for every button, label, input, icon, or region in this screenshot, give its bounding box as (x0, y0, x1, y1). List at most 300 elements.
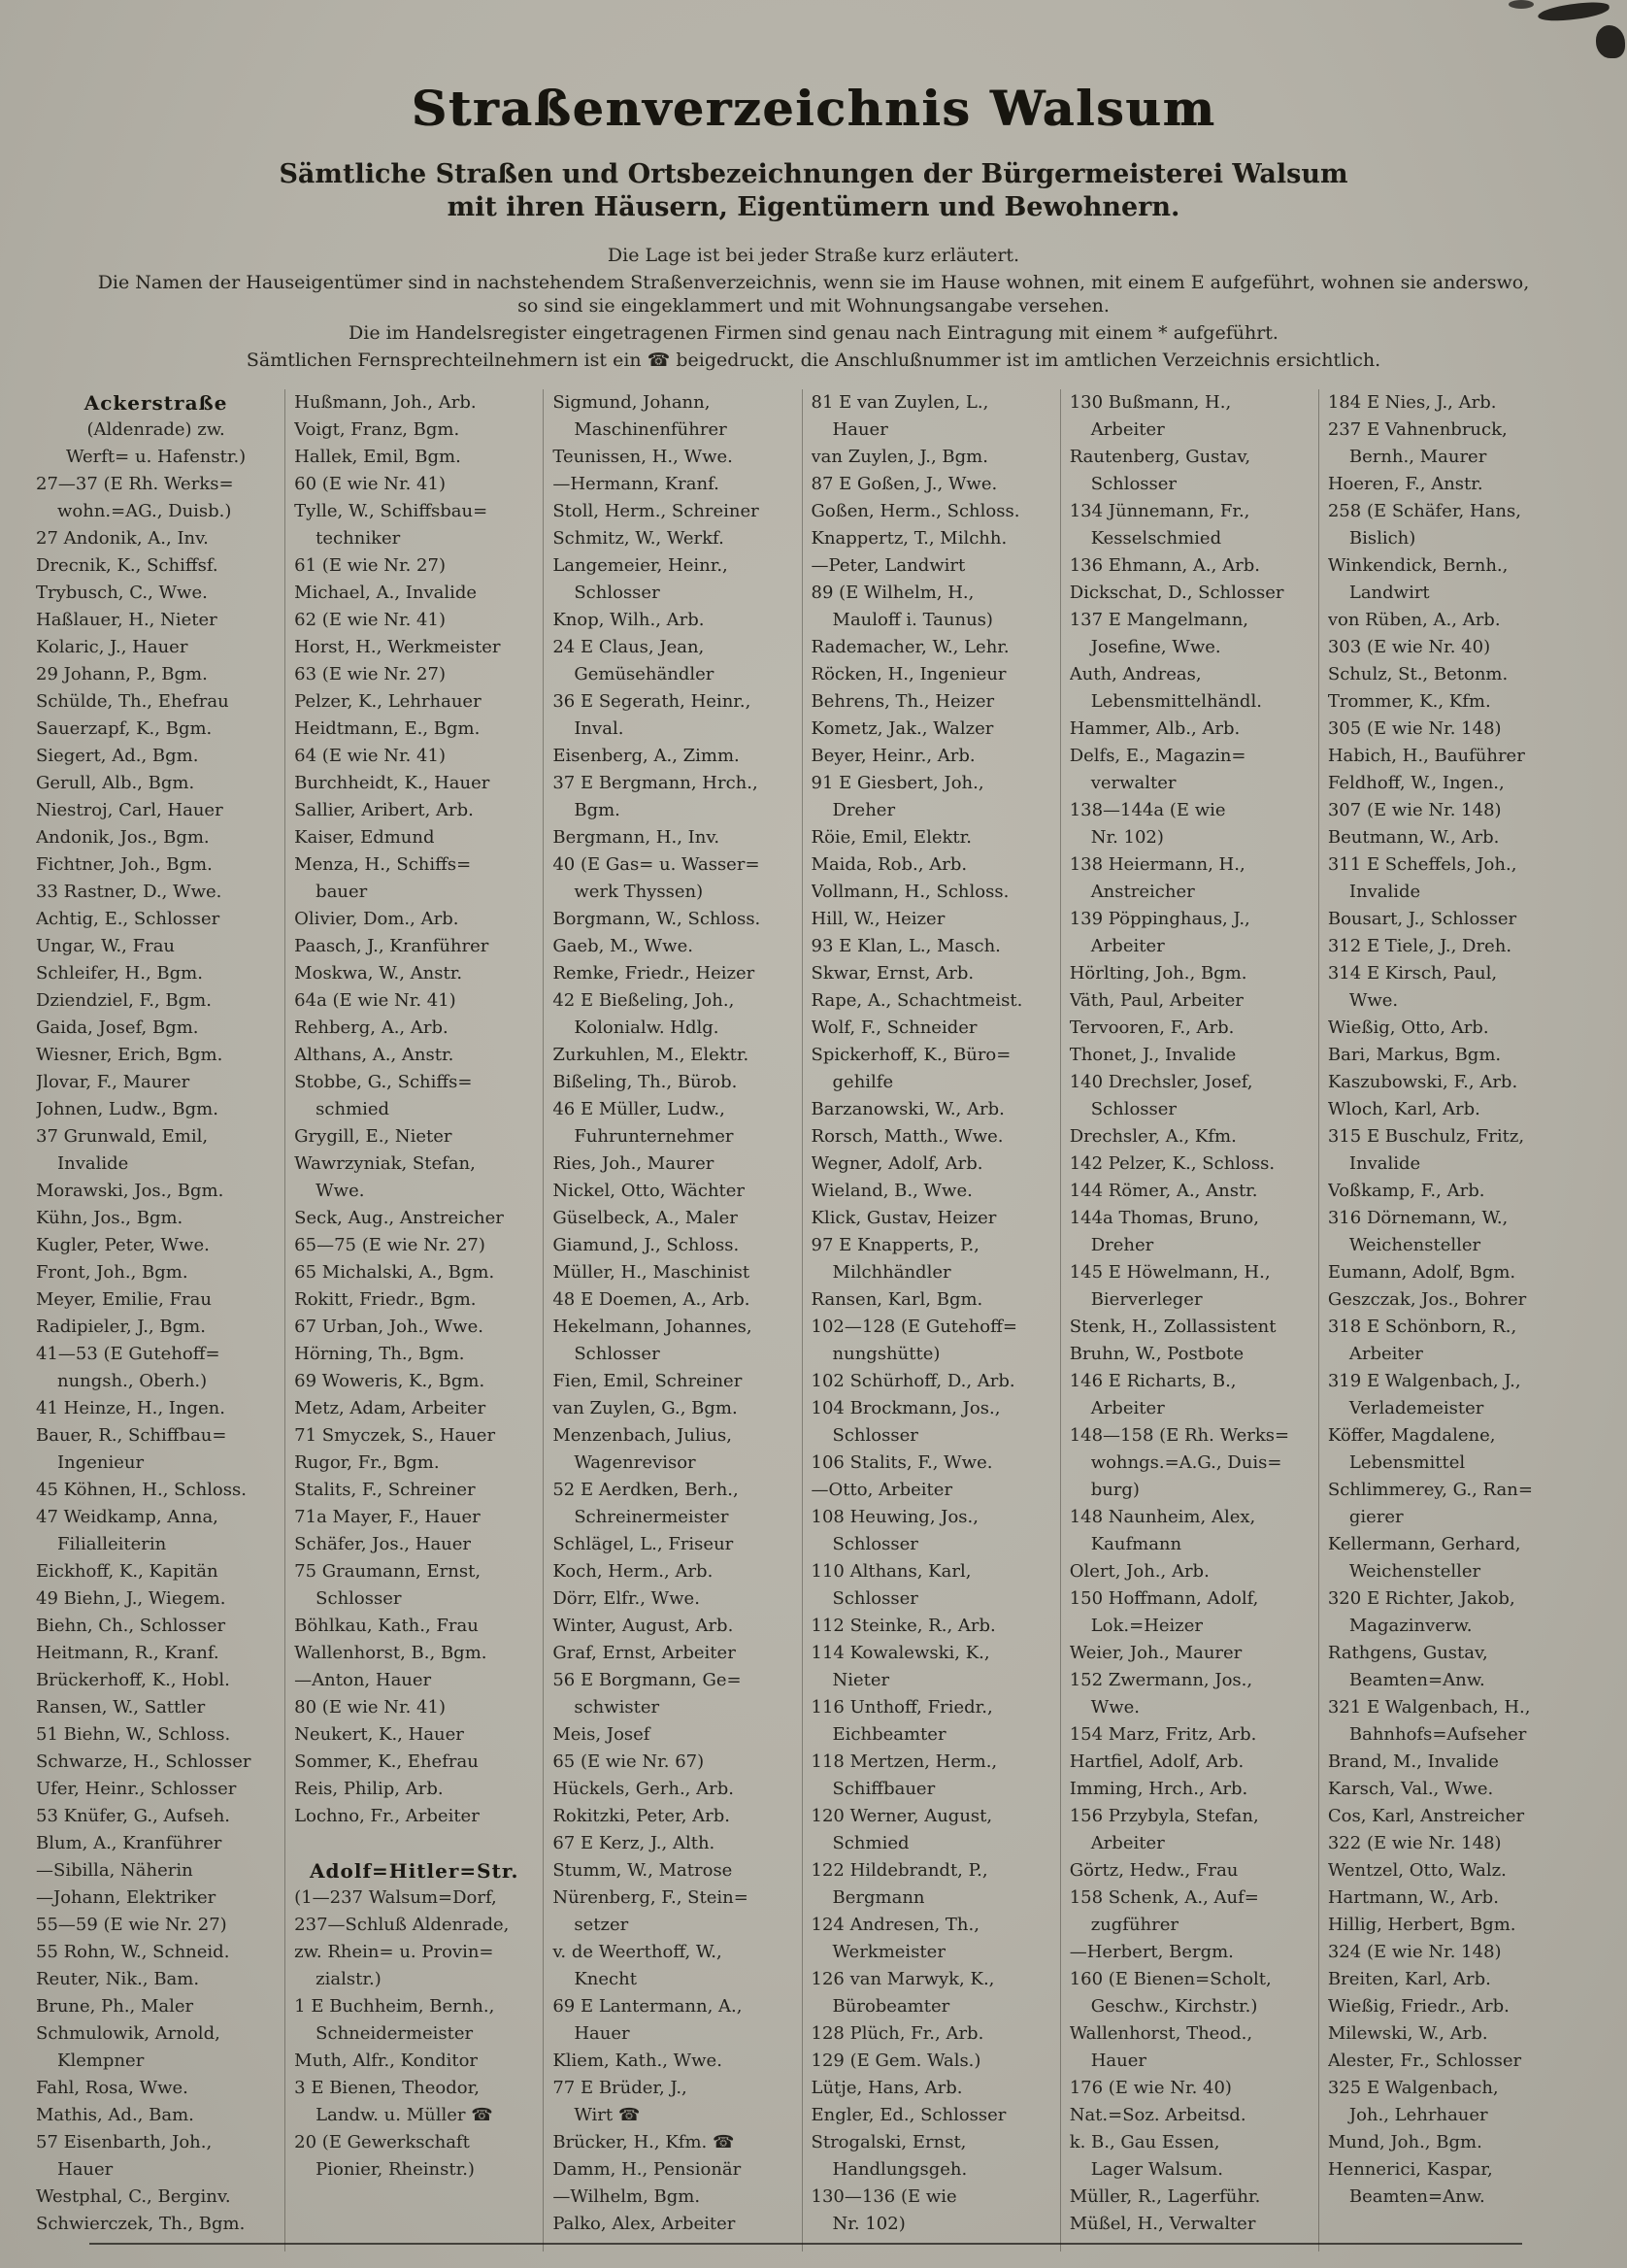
directory-line: Rokitt, Friedr., Bgm. (294, 1289, 477, 1310)
directory-line: 152 Zwermann, Jos., (1069, 1670, 1253, 1690)
directory-line: Schmulowik, Arnold, (36, 2023, 220, 2044)
directory-line: Joh., Lehrhauer (1348, 2105, 1488, 2125)
directory-line: Ransen, Karl, Bgm. (811, 1289, 983, 1310)
directory-line: 45 Köhnen, H., Schloss. (36, 1480, 247, 1500)
directory-line: Andonik, Jos., Bgm. (36, 827, 210, 848)
directory-line: Landwirt (1348, 583, 1430, 603)
directory-line: Rathgens, Gustav, (1327, 1643, 1488, 1663)
intro-paragraph-1: Die Lage ist bei jeder Straße kurz erläutert. (607, 245, 1020, 266)
directory-line: Handlungsgeh. (832, 2159, 968, 2180)
directory-line: Siegert, Ad., Bgm. (36, 746, 199, 766)
directory-line: nungshütte) (832, 1344, 941, 1364)
directory-line: 40 (E Gas= u. Wasser= (552, 854, 760, 875)
directory-line: Hillig, Herbert, Bgm. (1327, 1915, 1516, 1935)
directory-line: Milewski, W., Arb. (1327, 2023, 1488, 2044)
directory-line: 325 E Walgenbach, (1327, 2078, 1499, 2098)
directory-line: Verlademeister (1348, 1398, 1484, 1418)
directory-line: Thonet, J., Invalide (1069, 1045, 1237, 1065)
directory-line: Rautenberg, Gustav, (1069, 447, 1251, 467)
directory-line: Menzenbach, Julius, (552, 1425, 732, 1446)
directory-line: 41—53 (E Gutehoff= (36, 1344, 220, 1364)
directory-line: 27—37 (E Rh. Werks= (36, 474, 234, 494)
directory-line: Knop, Wilh., Arb. (552, 610, 705, 630)
directory-line: 303 (E wie Nr. 40) (1327, 637, 1491, 657)
directory-line: Horst, H., Werkmeister (294, 637, 501, 657)
directory-line: 77 E Brüder, J., (552, 2078, 687, 2098)
directory-line: Lebensmittelhändl. (1090, 691, 1262, 712)
directory-line: Brücker, H., Kfm. ☎ (552, 2132, 735, 2152)
directory-line: Hammer, Alb., Arb. (1069, 718, 1241, 739)
directory-line: Bißeling, Th., Bürob. (552, 1072, 738, 1092)
directory-line: 65 (E wie Nr. 67) (552, 1751, 705, 1772)
directory-line: Sommer, K., Ehefrau (294, 1751, 479, 1772)
directory-line: Zurkuhlen, M., Elektr. (552, 1045, 749, 1065)
directory-line: 318 E Schönborn, R., (1327, 1317, 1517, 1337)
directory-line: Rape, A., Schachtmeist. (811, 990, 1023, 1011)
directory-line: Schlosser (1090, 1099, 1178, 1119)
street-name-header: Ackerstraße (83, 391, 228, 415)
directory-line: Hörning, Th., Bgm. (294, 1344, 465, 1364)
directory-line: Goßen, Herm., Schloss. (811, 501, 1020, 521)
directory-line: Schwarze, H., Schlosser (36, 1751, 251, 1772)
directory-line: (Aldenrade) zw. (86, 419, 225, 440)
directory-line: 156 Przybyla, Stefan, (1069, 1806, 1259, 1826)
directory-line: Werkmeister (832, 1942, 946, 1962)
directory-line: Remke, Friedr., Heizer (552, 963, 755, 984)
directory-line: 87 E Goßen, J., Wwe. (811, 474, 998, 494)
directory-line: Kliem, Kath., Wwe. (552, 2051, 722, 2071)
directory-line: zw. Rhein= u. Provin= (294, 1942, 494, 1962)
directory-line: Strogalski, Ernst, (811, 2132, 967, 2152)
directory-line: 176 (E wie Nr. 40) (1069, 2078, 1232, 2098)
directory-line: Hörlting, Joh., Bgm. (1069, 963, 1247, 984)
directory-line: Drechsler, A., Kfm. (1069, 1126, 1237, 1147)
directory-line: Stoll, Herm., Schreiner (552, 501, 759, 521)
directory-line: Winkendick, Bernh., (1327, 555, 1509, 576)
directory-line: Schlosser (315, 1588, 402, 1609)
directory-line: Gemüsehändler (574, 664, 714, 684)
directory-line: Weichensteller (1348, 1235, 1481, 1255)
directory-line: Engler, Ed., Schlosser (811, 2105, 1007, 2125)
directory-line: 108 Heuwing, Jos., (811, 1507, 979, 1527)
directory-line: Hartmann, W., Arb. (1327, 1887, 1499, 1908)
directory-line: Köffer, Magdalene, (1327, 1425, 1496, 1446)
directory-line: 71 Smyczek, S., Hauer (294, 1425, 496, 1446)
directory-line: Arbeiter (1348, 1344, 1423, 1364)
directory-line: 114 Kowalewski, K., (811, 1643, 990, 1663)
directory-line: Lebensmittel (1348, 1452, 1466, 1473)
directory-line: Teunissen, H., Wwe. (552, 447, 733, 467)
directory-line: Maida, Rob., Arb. (811, 854, 968, 875)
bottom-rule (89, 2243, 1522, 2245)
directory-line: Schlosser (832, 1534, 918, 1554)
directory-column-5 (1060, 389, 1318, 2251)
directory-line: 29 Johann, P., Bgm. (36, 664, 208, 684)
directory-line: Hekelmann, Johannes, (552, 1317, 752, 1337)
directory-line: 60 (E wie Nr. 41) (294, 474, 446, 494)
directory-line: Pelzer, K., Lehrhauer (294, 691, 481, 712)
page-title: Straßenverzeichnis Walsum (411, 80, 1216, 137)
directory-line: Muth, Alfr., Konditor (294, 2051, 479, 2071)
subtitle-line-1: Sämtliche Straßen und Ortsbezeichnungen der Bürgermeisterei Walsum (279, 159, 1348, 189)
directory-line: 20 (E Gewerkschaft (294, 2132, 470, 2152)
directory-line: Trommer, K., Kfm. (1327, 691, 1491, 712)
directory-line: werk Thyssen) (574, 882, 704, 902)
directory-line: Väth, Paul, Arbeiter (1069, 990, 1244, 1011)
directory-line: Bürobeamter (832, 1996, 950, 2017)
directory-line: Mund, Joh., Bgm. (1327, 2132, 1482, 2152)
directory-line: Magazinverw. (1348, 1616, 1473, 1636)
directory-line: Schiffbauer (832, 1779, 936, 1799)
directory-line: Weier, Joh., Maurer (1069, 1643, 1243, 1663)
directory-line: 237 E Vahnenbruck, (1327, 419, 1508, 440)
directory-line: 65—75 (E wie Nr. 27) (294, 1235, 485, 1255)
directory-line: 148—158 (E Rh. Werks= (1069, 1425, 1290, 1446)
directory-line: Schlosser (832, 1425, 918, 1446)
directory-line: 312 E Tiele, J., Dreh. (1327, 936, 1512, 956)
directory-line: Seck, Aug., Anstreicher (294, 1208, 504, 1228)
directory-line: 122 Hildebrandt, P., (811, 1860, 988, 1881)
directory-line: 69 Woweris, K., Bgm. (294, 1371, 485, 1391)
directory-line: Müller, H., Maschinist (552, 1262, 750, 1283)
directory-line: 129 (E Gem. Wals.) (811, 2051, 981, 2071)
directory-line: van Zuylen, J., Bgm. (811, 447, 988, 467)
directory-line: Kolonialw. Hdlg. (574, 1017, 719, 1038)
directory-line: 258 (E Schäfer, Hans, (1327, 501, 1521, 521)
directory-line: Voigt, Franz, Bgm. (294, 419, 460, 440)
directory-line: setzer (574, 1915, 629, 1935)
intro-block (0, 244, 1627, 372)
directory-line: Front, Joh., Bgm. (36, 1262, 188, 1283)
directory-line: Nieter (832, 1670, 890, 1690)
directory-line: Schülde, Th., Ehefrau (36, 691, 229, 712)
directory-line: 146 E Richarts, B., (1069, 1371, 1237, 1391)
directory-line: Wallenhorst, Theod., (1069, 2023, 1253, 2044)
directory-line: Hill, W., Heizer (811, 909, 946, 929)
directory-line: Schlägel, L., Friseur (552, 1534, 734, 1554)
directory-line: zialstr.) (315, 1969, 382, 1989)
directory-line: —Otto, Arbeiter (811, 1480, 953, 1500)
directory-line: 102—128 (E Gutehoff= (811, 1317, 1017, 1337)
directory-line: Meyer, Emilie, Frau (36, 1289, 212, 1310)
directory-line: Ufer, Heinr., Schlosser (36, 1779, 237, 1799)
directory-line: 102 Schürhoff, D., Arb. (811, 1371, 1015, 1391)
directory-line: Tylle, W., Schiffsbau= (294, 501, 488, 521)
directory-line: Nr. 102) (1090, 827, 1164, 848)
directory-line: 53 Knüfer, G., Aufseh. (36, 1806, 231, 1826)
directory-line: 139 Pöppinghaus, J., (1069, 909, 1250, 929)
directory-line: Wwe. (1090, 1697, 1140, 1718)
directory-line: 71a Mayer, F., Hauer (294, 1507, 481, 1527)
directory-line: 321 E Walgenbach, H., (1327, 1697, 1531, 1718)
directory-line: Wentzel, Otto, Walz. (1327, 1860, 1507, 1881)
directory-line: 144 Römer, A., Anstr. (1069, 1181, 1258, 1201)
directory-line: Gaida, Josef, Bgm. (36, 1017, 199, 1038)
directory-line: Röcken, H., Ingenieur (811, 664, 1007, 684)
directory-line: Eisenberg, A., Zimm. (552, 746, 740, 766)
directory-line: Ransen, W., Sattler (36, 1697, 206, 1718)
directory-line: Ries, Joh., Maurer (552, 1153, 714, 1174)
directory-line: Kaufmann (1090, 1534, 1182, 1554)
directory-line: Schulz, St., Betonm. (1327, 664, 1509, 684)
directory-line: Stumm, W., Matrose (552, 1860, 733, 1881)
directory-line: 81 E van Zuylen, L., (811, 392, 989, 413)
directory-line: Ingenieur (57, 1452, 145, 1473)
directory-line (294, 1830, 534, 1857)
directory-line: Hauer (57, 2159, 114, 2180)
directory-line: 158 Schenk, A., Auf= (1069, 1887, 1259, 1908)
directory-line: Mauloff i. Taunus) (832, 610, 993, 630)
directory-line: Bgm. (574, 800, 620, 820)
directory-line: Nickel, Otto, Wächter (552, 1181, 746, 1201)
directory-line: Kühn, Jos., Bgm. (36, 1208, 183, 1228)
directory-line: 67 Urban, Joh., Wwe. (294, 1317, 483, 1337)
directory-line: (1—237 Walsum=Dorf, (294, 1887, 497, 1908)
directory-line: Lager Walsum. (1090, 2159, 1223, 2180)
masthead (0, 0, 1627, 372)
directory-line: Arbeiter (1090, 936, 1165, 956)
directory-line: zugführer (1090, 1915, 1179, 1935)
directory-line: Kaiser, Edmund (294, 827, 435, 848)
directory-line: Sigmund, Johann, (552, 392, 711, 413)
directory-line: 37 Grunwald, Emil, (36, 1126, 209, 1147)
directory-line: Invalide (57, 1153, 129, 1174)
directory-line: Nat.=Soz. Arbeitsd. (1069, 2105, 1246, 2125)
directory-line: Brune, Ph., Maler (36, 1996, 194, 2017)
directory-line: Wagenrevisor (574, 1452, 696, 1473)
directory-line: 37 E Bergmann, Hrch., (552, 773, 758, 793)
directory-line: Lütje, Hans, Arb. (811, 2078, 963, 2098)
directory-line: Stalits, F., Schreiner (294, 1480, 476, 1500)
directory-line: Wwe. (315, 1181, 365, 1201)
directory-line: Koch, Herm., Arb. (552, 1561, 714, 1582)
directory-line: 154 Marz, Fritz, Arb. (1069, 1724, 1257, 1745)
directory-line: Fahl, Rosa, Wwe. (36, 2078, 188, 2098)
directory-line: 55—59 (E wie Nr. 27) (36, 1915, 227, 1935)
directory-line: Arbeiter (1090, 1398, 1165, 1418)
directory-column-2 (284, 389, 543, 2251)
directory-line: 142 Pelzer, K., Schloss. (1069, 1153, 1276, 1174)
directory-line: Bousart, J., Schlosser (1327, 909, 1517, 929)
directory-line: 315 E Buschulz, Fritz, (1327, 1126, 1525, 1147)
directory-line: Rugor, Fr., Bgm. (294, 1452, 440, 1473)
directory-line: Auth, Andreas, (1069, 664, 1202, 684)
directory-line: Damm, H., Pensionär (552, 2159, 742, 2180)
directory-line: Hauer (574, 2023, 630, 2044)
directory-line: Schmitz, W., Werkf. (552, 528, 724, 549)
directory-line: Dreher (1090, 1235, 1154, 1255)
directory-line: 110 Althans, Karl, (811, 1561, 972, 1582)
directory-line: Lok.=Heizer (1090, 1616, 1204, 1636)
directory-line: Klick, Gustav, Heizer (811, 1208, 997, 1228)
directory-line: 316 Dörnemann, W., (1327, 1208, 1509, 1228)
directory-line: Habich, H., Bauführer (1327, 746, 1525, 766)
directory-line: Cos, Karl, Anstreicher (1327, 1806, 1525, 1826)
directory-line: Inval. (574, 718, 624, 739)
directory-line: Niestroj, Carl, Hauer (36, 800, 223, 820)
directory-line: Mathis, Ad., Bam. (36, 2105, 194, 2125)
directory-line: Grygill, E., Nieter (294, 1126, 452, 1147)
directory-line: Winter, August, Arb. (552, 1616, 734, 1636)
directory-line: 322 (E wie Nr. 148) (1327, 1833, 1502, 1853)
directory-line: 42 E Bießeling, Joh., (552, 990, 735, 1011)
directory-line: Röie, Emil, Elektr. (811, 827, 972, 848)
directory-line: 47 Weidkamp, Anna, (36, 1507, 218, 1527)
directory-line: Schlosser (832, 1588, 918, 1609)
directory-line: Langemeier, Heinr., (552, 555, 728, 576)
directory-line: Kolaric, J., Hauer (36, 637, 188, 657)
directory-line: Wießig, Otto, Arb. (1327, 1017, 1489, 1038)
directory-line: 52 E Aerdken, Berh., (552, 1480, 739, 1500)
directory-line: Rademacher, W., Lehr. (811, 637, 1010, 657)
directory-line: Stenk, H., Zollassistent (1069, 1317, 1277, 1337)
directory-line: Feldhoff, W., Ingen., (1327, 773, 1505, 793)
directory-line: Alester, Fr., Schlosser (1327, 2051, 1522, 2071)
directory-line: Rehberg, A., Arb. (294, 1017, 448, 1038)
directory-line: wohn.=AG., Duisb.) (57, 501, 232, 521)
scan-artifact (1509, 0, 1534, 9)
directory-line: Moskwa, W., Anstr. (294, 963, 463, 984)
directory-line: Bislich) (1348, 528, 1416, 549)
directory-line: 150 Hoffmann, Adolf, (1069, 1588, 1259, 1609)
directory-line: Schlosser (1090, 474, 1178, 494)
directory-line: 184 E Nies, J., Arb. (1327, 392, 1497, 413)
directory-line: Bergmann (832, 1887, 925, 1908)
directory-line: Schreinermeister (574, 1507, 729, 1527)
directory-line: Beamten=Anw. (1348, 1670, 1485, 1690)
directory-line: Meis, Josef (552, 1724, 650, 1745)
directory-line: Rokitzki, Peter, Arb. (552, 1806, 730, 1826)
directory-line: Reis, Philip, Arb. (294, 1779, 444, 1799)
directory-line: 56 E Borgmann, Ge= (552, 1670, 742, 1690)
directory-line: k. B., Gau Essen, (1069, 2132, 1220, 2152)
directory-line: 89 (E Wilhelm, H., (811, 583, 975, 603)
scan-artifact (1596, 25, 1625, 58)
directory-line: —Peter, Landwirt (811, 555, 966, 576)
intro-paragraph-3: Die im Handelsregister eingetragenen Firmen sind genau nach Eintragung mit einem * aufgeführt. (349, 322, 1278, 344)
directory-line: nungsh., Oberh.) (57, 1371, 208, 1391)
page-subtitle (0, 158, 1627, 224)
directory-line: Hückels, Gerh., Arb. (552, 1779, 734, 1799)
directory-line: —Anton, Hauer (294, 1670, 432, 1690)
directory-line: Fien, Emil, Schreiner (552, 1371, 743, 1391)
directory-line: Hußmann, Joh., Arb. (294, 392, 477, 413)
directory-line: Schleifer, H., Bgm. (36, 963, 203, 984)
directory-line: 97 E Knapperts, P., (811, 1235, 980, 1255)
directory-line: Wallenhorst, B., Bgm. (294, 1643, 487, 1663)
directory-line: Bergmann, H., Inv. (552, 827, 720, 848)
directory-line: Biehn, Ch., Schlosser (36, 1616, 226, 1636)
directory-line: 160 (E Bienen=Scholt, (1069, 1969, 1272, 1989)
directory-line: gehilfe (832, 1072, 894, 1092)
directory-line: Lochno, Fr., Arbeiter (294, 1806, 480, 1826)
directory-line: Anstreicher (1090, 882, 1195, 902)
directory-line: 57 Eisenbarth, Joh., (36, 2132, 213, 2152)
directory-line: Rorsch, Matth., Wwe. (811, 1126, 1004, 1147)
directory-line: Dörr, Elfr., Wwe. (552, 1588, 700, 1609)
directory-line: 120 Werner, August, (811, 1806, 993, 1826)
directory-line: 319 E Walgenbach, J., (1327, 1371, 1521, 1391)
directory-line: Heitmann, R., Kranf. (36, 1643, 219, 1663)
directory-line: 138—144a (E wie (1069, 800, 1226, 820)
directory-line: Schlimmerey, G., Ran= (1327, 1480, 1533, 1500)
directory-line: 305 (E wie Nr. 148) (1327, 718, 1502, 739)
directory-line: 67 E Kerz, J., Alth. (552, 1833, 715, 1853)
directory-line: 64a (E wie Nr. 41) (294, 990, 456, 1011)
directory-line: 138 Heiermann, H., (1069, 854, 1245, 875)
directory-line: Wawrzyniak, Stefan, (294, 1153, 476, 1174)
directory-line: burg) (1090, 1480, 1140, 1500)
directory-line: v. de Weerthoff, W., (552, 1942, 722, 1962)
directory-line: Arbeiter (1090, 419, 1165, 440)
directory-line: Wirt ☎ (574, 2105, 641, 2125)
directory-line: Bauer, R., Schiffbau= (36, 1425, 227, 1446)
directory-line: Eumann, Adolf, Bgm. (1327, 1262, 1516, 1283)
directory-line: 65 Michalski, A., Bgm. (294, 1262, 495, 1283)
directory-line: 116 Unthoff, Friedr., (811, 1697, 993, 1718)
directory-line: 41 Heinze, H., Ingen. (36, 1398, 225, 1418)
directory-line: Johnen, Ludw., Bgm. (36, 1099, 218, 1119)
directory-column-4 (802, 389, 1060, 2251)
directory-line: Knappertz, T., Milchh. (811, 528, 1008, 549)
directory-line: 55 Rohn, W., Schneid. (36, 1942, 230, 1962)
directory-line: Beutmann, W., Arb. (1327, 827, 1500, 848)
street-name-header: Adolf=Hitler=Str. (310, 1859, 519, 1883)
directory-line: techniker (315, 528, 401, 549)
directory-line: Jlovar, F., Maurer (36, 1072, 190, 1092)
directory-line: Wegner, Adolf, Arb. (811, 1153, 983, 1174)
directory-line: verwalter (1090, 773, 1177, 793)
directory-line: Hallek, Emil, Bgm. (294, 447, 461, 467)
directory-line: 64 (E wie Nr. 41) (294, 746, 446, 766)
directory-line: Eichbeamter (832, 1724, 946, 1745)
directory-line: 237—Schluß Aldenrade, (294, 1915, 510, 1935)
directory-line: Blum, A., Kranführer (36, 1833, 222, 1853)
directory-line: Wwe. (1348, 990, 1399, 1011)
directory-line: Westphal, C., Berginv. (36, 2186, 231, 2207)
directory-line: Fichtner, Joh., Bgm. (36, 854, 213, 875)
directory-line: Schäfer, Jos., Hauer (294, 1534, 472, 1554)
directory-line: Delfs, E., Magazin= (1069, 746, 1246, 766)
directory-line: —Sibilla, Näherin (36, 1860, 193, 1881)
subtitle-line-2: mit ihren Häusern, Eigentümern und Bewohnern. (447, 192, 1180, 222)
directory-line: 91 E Giesbert, Joh., (811, 773, 984, 793)
directory-line: Neukert, K., Hauer (294, 1724, 464, 1745)
directory-column-6 (1318, 389, 1577, 2251)
directory-line: van Zuylen, G., Bgm. (552, 1398, 738, 1418)
directory-line: 118 Mertzen, Herm., (811, 1751, 998, 1772)
directory-line: 1 E Buchheim, Bernh., (294, 1996, 495, 2017)
directory-line: Wloch, Karl, Arb. (1327, 1099, 1480, 1119)
directory-line: Achtig, E., Schlosser (36, 909, 220, 929)
directory-line: 106 Stalits, F., Wwe. (811, 1452, 993, 1473)
directory-line: 126 van Marwyk, K., (811, 1969, 995, 1989)
directory-line: Dziendziel, F., Bgm. (36, 990, 212, 1011)
directory-line: Bahnhofs=Aufseher (1348, 1724, 1527, 1745)
directory-line: Ungar, W., Frau (36, 936, 176, 956)
directory-line: Gerull, Alb., Bgm. (36, 773, 195, 793)
directory-columns (27, 389, 1577, 2251)
directory-line: 314 E Kirsch, Paul, (1327, 963, 1498, 984)
directory-line: —Hermann, Kranf. (552, 474, 719, 494)
directory-line: schmied (315, 1099, 390, 1119)
directory-line: 3 E Bienen, Theodor, (294, 2078, 480, 2098)
directory-line: Geszczak, Jos., Bohrer (1327, 1289, 1527, 1310)
directory-line: Tervooren, F., Arb. (1069, 1017, 1235, 1038)
directory-line: Müller, R., Lagerführ. (1069, 2186, 1261, 2207)
directory-line: 51 Biehn, W., Schloss. (36, 1724, 231, 1745)
directory-line: Milchhändler (832, 1262, 951, 1283)
